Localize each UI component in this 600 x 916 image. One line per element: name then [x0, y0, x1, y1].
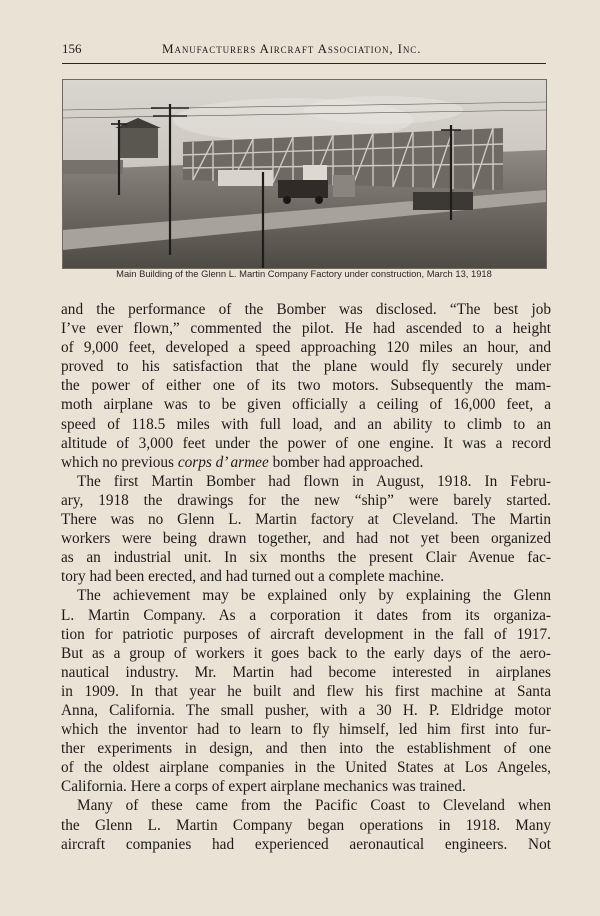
text-line: the Glenn L. Martin Company began operations in 1918. Many — [61, 816, 551, 834]
body-text — [61, 300, 551, 854]
header-rule — [62, 63, 546, 64]
page-number: 156 — [62, 41, 82, 56]
text-line: as an industrial unit. In six months the present Clair Avenue fac- — [61, 549, 551, 567]
text-line: Anna, California. The small pusher, with a 30 H. P. Eldridge motor — [61, 701, 551, 719]
text-line: But as a group of workers it goes back to the early days of the aero- — [61, 644, 551, 662]
text-line: moth airplane was to be given officially a ceiling of 16,000 feet, a — [61, 396, 551, 414]
text-line: of 9,000 feet, developed a speed approaching 120 miles an hour, and — [61, 339, 551, 357]
text-line: altitude of 3,000 feet under the power of one engine. It was a record — [61, 434, 551, 452]
text-line: proved to his satisfaction that the plane would fly securely under — [61, 358, 551, 376]
text-line: ther experiments in design, and then into the establishment of one — [61, 740, 551, 758]
text-line: which no previous corps d’ armee bomber had approached. — [61, 453, 424, 471]
text-line: The achievement may be explained only by explaining the Glenn — [77, 587, 551, 605]
factory-construction-photo — [62, 79, 547, 269]
text-line: tory had been erected, and had turned out a complete machine. — [61, 568, 445, 586]
text-line: The first Martin Bomber had flown in August, 1918. In Febru- — [77, 472, 551, 490]
text-line: ary, 1918 the drawings for the new “ship” were barely started. — [61, 491, 551, 509]
text-line: speed of 118.5 miles with full load, and an ability to climb to an — [61, 415, 551, 433]
text-line: California. Here a corps of expert airplane mechanics was trained. — [61, 778, 466, 796]
text-line: in 1909. In that year he built and flew his first machine at Santa — [61, 682, 551, 700]
text-line: aircraft companies had experienced aeronautical engineers. Not — [61, 835, 551, 853]
text-line: nautical industry. Mr. Martin had become interested in airplanes — [61, 663, 551, 681]
text-line: and the performance of the Bomber was disclosed. “The best job — [61, 301, 551, 318]
figure-caption: Main Building of the Glenn L. Martin Company Factory under construction, March 13, 1918 — [116, 268, 492, 279]
text-line: There was no Glenn L. Martin factory at Cleveland. The Martin — [61, 511, 551, 529]
text-line: L. Martin Company. As a corporation it dates from its organiza- — [61, 606, 551, 624]
text-line: tion for patriotic purposes of aircraft development in the fall of 1917. — [61, 625, 551, 643]
text-line: the power of either one of its two motors. Subsequently the mam- — [61, 377, 551, 395]
running-head: Manufacturers Aircraft Association, Inc. — [162, 41, 422, 56]
page-header — [62, 41, 546, 61]
text-line: workers were being drawn together, and had not yet been organized — [61, 530, 551, 548]
text-line: I’ve ever flown,” commented the pilot. He had ascended to a height — [61, 320, 551, 338]
text-line: Many of these came from the Pacific Coast to Cleveland when — [77, 797, 551, 815]
text-line: of the oldest airplane companies in the United States at Los Angeles, — [61, 759, 551, 777]
italic-phrase: corps d’ armee — [177, 453, 269, 471]
text-line: which the inventor had to learn to fly himself, led him first into fur- — [61, 721, 551, 739]
